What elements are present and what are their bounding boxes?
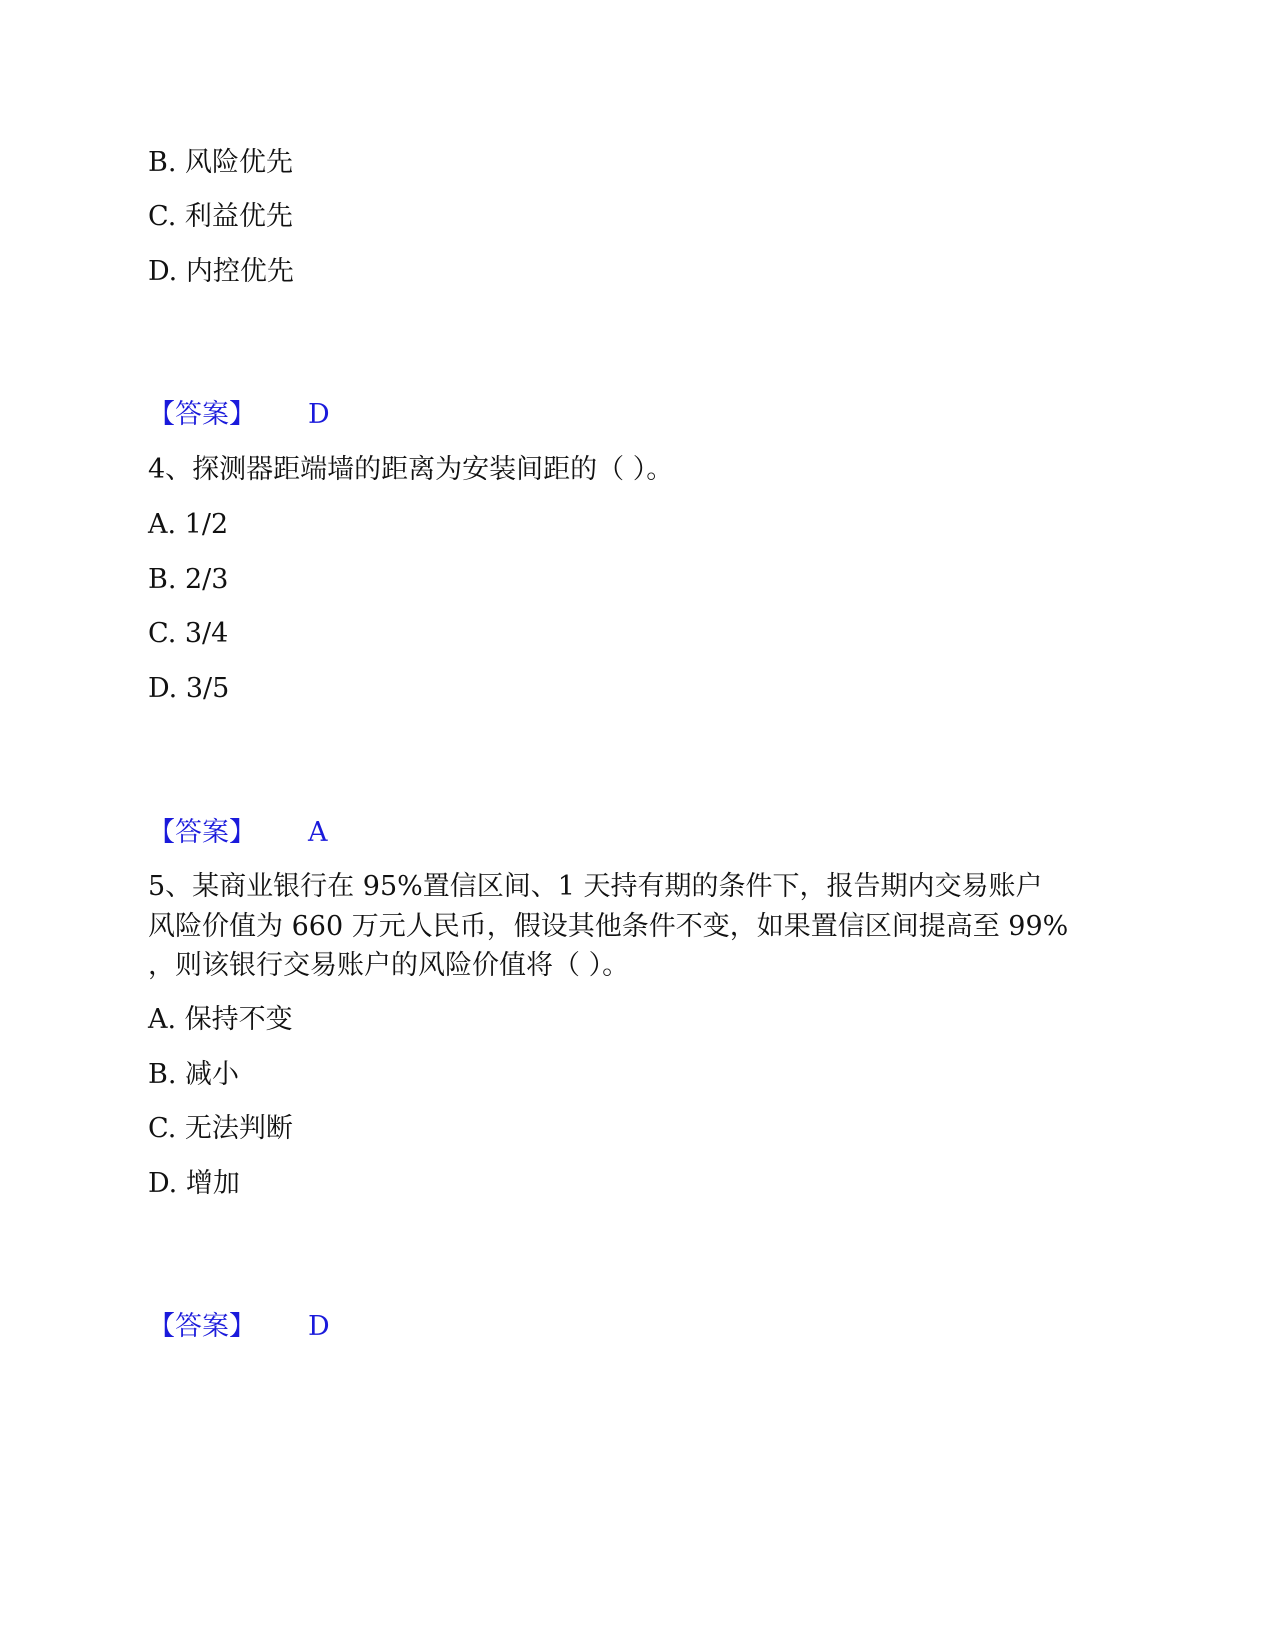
answer-label: 【答案】 — [148, 817, 256, 848]
answer-value: A — [308, 817, 328, 848]
q4-answer-row — [148, 817, 328, 848]
q5-option-b: B. 减小 — [148, 1059, 240, 1090]
answer-label: 【答案】 — [148, 399, 256, 430]
answer-value: D — [308, 399, 330, 430]
question-5-line-3: ，则该银行交易账户的风险价值将（ ）。 — [148, 950, 630, 981]
q5-option-c: C. 无法判断 — [148, 1113, 293, 1144]
q4-option-c: C. 3/4 — [148, 618, 229, 649]
answer-label: 【答案】 — [148, 1311, 256, 1342]
q4-option-b: B. 2/3 — [148, 564, 229, 595]
answer-row — [148, 399, 330, 430]
option-b: B. 风险优先 — [148, 147, 294, 178]
answer-value: D — [308, 1311, 330, 1342]
question-5-line-2: 风险价值为 660 万元人民币，假设其他条件不变，如果置信区间提高至 99% — [148, 911, 1069, 942]
q4-option-d: D. 3/5 — [148, 673, 230, 704]
option-d: D. 内控优先 — [148, 256, 294, 287]
question-4-text: 4、探测器距端墙的距离为安装间距的（ ）。 — [148, 454, 674, 485]
q5-option-a: A. 保持不变 — [148, 1004, 293, 1035]
option-c: C. 利益优先 — [148, 201, 293, 232]
q5-option-d: D. 增加 — [148, 1168, 240, 1199]
question-5-line-1: 5、某商业银行在 95%置信区间、1 天持有期的条件下，报告期内交易账户 — [148, 871, 1043, 902]
q5-answer-row — [148, 1311, 330, 1342]
q4-option-a: A. 1/2 — [148, 509, 229, 540]
